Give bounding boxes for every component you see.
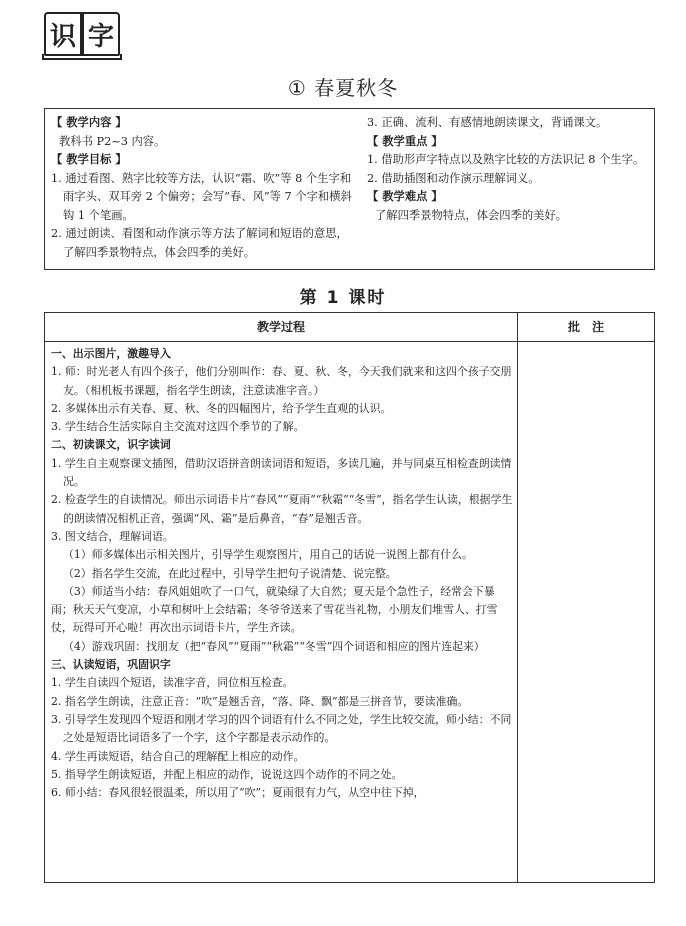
info-line: 教科书 P2~3 内容。 xyxy=(59,134,166,148)
process-line: 3. 学生结合生活实际自主交流对这四个季节的了解。 xyxy=(51,420,305,434)
book-icon xyxy=(42,54,122,60)
info-line: 3. 正确、流利、有感情地朗读课文，背诵课文。 xyxy=(367,116,608,129)
process-line: 1. 学生自主观察课文插图，借助汉语拼音朗读词语和短语，多读几遍，并与同桌互相检查朗读情况。 xyxy=(51,456,512,489)
header-divider xyxy=(45,341,654,342)
section-heading: 三、认读短语，巩固识字 xyxy=(51,658,171,672)
info-line: 1. 借助形声字特点以及熟字比较的方法识记 8 个生字。 xyxy=(367,153,645,166)
badge-char-shi: 识 xyxy=(44,12,82,56)
section-heading: 一、出示图片，激趣导入 xyxy=(51,347,171,360)
process-line: 3. 引导学生发现四个短语和刚才学习的四个词语有什么不同之处，学生比较交流，师小结：不同之处是短语比词语多了一个字，这个字都是表示动作的。 xyxy=(51,712,512,745)
info-line: 了解四季景物特点，体会四季的美好。 xyxy=(375,208,568,222)
process-line: 2. 指名学生朗读，注意正音：“吹”是翘舌音，“落、降、飘”都是三拼音节，要读准确。 xyxy=(51,694,469,708)
section-heading: 【 教学重点 】 xyxy=(367,134,443,148)
process-line: 3. 图文结合，理解词语。 xyxy=(51,529,174,543)
process-line: 4. 学生再读短语，结合自己的理解配上相应的动作。 xyxy=(51,749,305,763)
process-line: （4）游戏巩固：找朋友（把“春风”“夏雨”“秋霜”“冬雪”四个词语和相应的图片连起来） xyxy=(63,639,485,653)
teaching-process-table xyxy=(44,312,655,883)
process-line: 2. 检查学生的自读情况。师出示词语卡片“春风”“夏雨”“秋霜”“冬雪”，指名学生认读，根据学生的朗读情况相机正音，强调“风、霜”是后鼻音，“春”是翘舌音。 xyxy=(51,493,513,525)
process-line: （2）指名学生交流，在此过程中，引导学生把句子说清楚、说完整。 xyxy=(63,566,397,580)
column-header-notes: 批 注 xyxy=(567,320,604,334)
info-line: 1. 通过看图、熟字比较等方法，认识“霜、吹”等 8 个生字和雨字头、双耳旁 2 个偏旁；会写“春、风”等 7 个字和横斜钩 1 个笔画。 xyxy=(51,171,352,222)
process-line: （1）师多媒体出示相关图片，引导学生观察图片，用自己的话说一说图上都有什么。 xyxy=(63,548,473,562)
column-divider xyxy=(517,313,518,882)
info-line: 2. 通过朗读、看图和动作演示等方法了解词和短语的意思，了解四季景物特点，体会四季的美好。 xyxy=(51,227,348,259)
section-heading: 二、初读课文，识字读词 xyxy=(51,438,171,452)
section-heading: 【 教学目标 】 xyxy=(51,153,127,166)
section-heading: 【 教学难点 】 xyxy=(367,190,443,203)
process-line: 6. 师小结：春风很轻很温柔，所以用了“吹”；夏雨很有力气，从空中往下掉， xyxy=(51,786,425,800)
process-line: 1. 学生自读四个短语，读准字音，同位相互检查。 xyxy=(51,676,294,690)
section-badge-shizi xyxy=(42,10,122,60)
process-content xyxy=(51,345,513,802)
process-line: 1. 师：时光老人有四个孩子，他们分别叫作：春、夏、秋、冬，今天我们就来和这四个孩子交朋友。（相机板书课题，指名学生朗读，注意读准字音。） xyxy=(51,365,512,397)
info-right-column xyxy=(367,114,651,225)
badge-char-zi: 字 xyxy=(82,12,120,56)
info-left-column xyxy=(51,114,357,262)
process-line: 5. 指导学生朗读短语，并配上相应的动作，说说这四个动作的不同之处。 xyxy=(51,767,403,781)
process-line: 2. 多媒体出示有关春、夏、秋、冬的四幅图片，给予学生直观的认识。 xyxy=(51,401,392,415)
column-header-process: 教学过程 xyxy=(256,320,305,334)
info-line: 2. 借助插图和动作演示理解词义。 xyxy=(367,171,540,185)
session-title: 第 1 课时 xyxy=(299,288,387,308)
process-line: （3）师适当小结：春风姐姐吹了一口气，就染绿了大自然；夏天是个急性子，经常会下暴雨；秋天天气变凉，小草和树叶上会结霜；冬爷爷送来了雪花当礼物，小朋友们堆雪人、打雪仗，玩得可开心啦！再次出示词语卡片，学生齐读。 xyxy=(51,584,498,635)
lesson-title: ① 春夏秋冬 xyxy=(287,76,399,100)
teaching-info-box xyxy=(44,108,655,270)
section-heading: 【 教学内容 】 xyxy=(51,116,127,129)
